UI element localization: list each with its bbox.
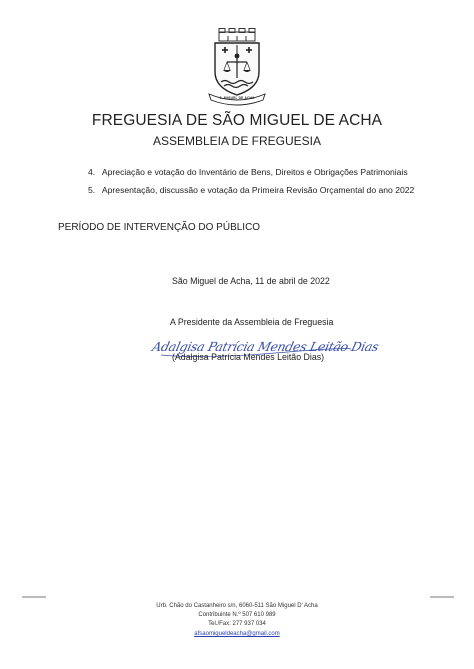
signature-handwriting: Adalgisa Patrícia Mendes Leitão Dias	[150, 339, 381, 354]
agenda-item	[88, 185, 414, 195]
footer-email-link[interactable]: afsaomigueldeacha@gmail.com	[194, 631, 280, 637]
footer-divider-left	[22, 596, 46, 598]
crest-motto: S. MIGUEL DE ACHA	[219, 96, 255, 100]
signatory-name: (Adalgisa Patrícia Mendes Leitão Dias)	[172, 352, 325, 362]
agenda-item-text: Apreciação e votação do Inventário de Bens, Direitos e Obrigações Patrimoniais	[101, 167, 408, 177]
document-subtitle: ASSEMBLEIA DE FREGUESIA	[152, 134, 322, 148]
footer-nif: Contribuinte N.º 507 610 989	[198, 612, 276, 618]
date-line: São Miguel de Acha, 11 de abril de 2022	[172, 276, 330, 286]
section-title: PERÍODO DE INTERVENÇÃO DO PÚBLICO	[58, 222, 261, 233]
parish-crest-icon	[205, 28, 269, 104]
footer-address: Urb. Chão do Castanheiro s/n, 6060-511 São Miguel D' Acha	[156, 603, 318, 609]
agenda-item	[88, 167, 408, 177]
signatory-role: A Presidente da Assembleia de Freguesia	[170, 317, 334, 327]
agenda-item-number: 5.	[88, 185, 96, 195]
footer-divider-right	[430, 596, 454, 598]
footer-phone: Tel./Fax: 277 937 034	[208, 621, 266, 627]
document-title: FREGUESIA DE SÃO MIGUEL DE ACHA	[91, 112, 383, 129]
agenda-item-number: 4.	[88, 167, 96, 177]
agenda-item-text: Apresentação, discussão e votação da Primeira Revisão Orçamental do ano 2022	[101, 185, 415, 195]
